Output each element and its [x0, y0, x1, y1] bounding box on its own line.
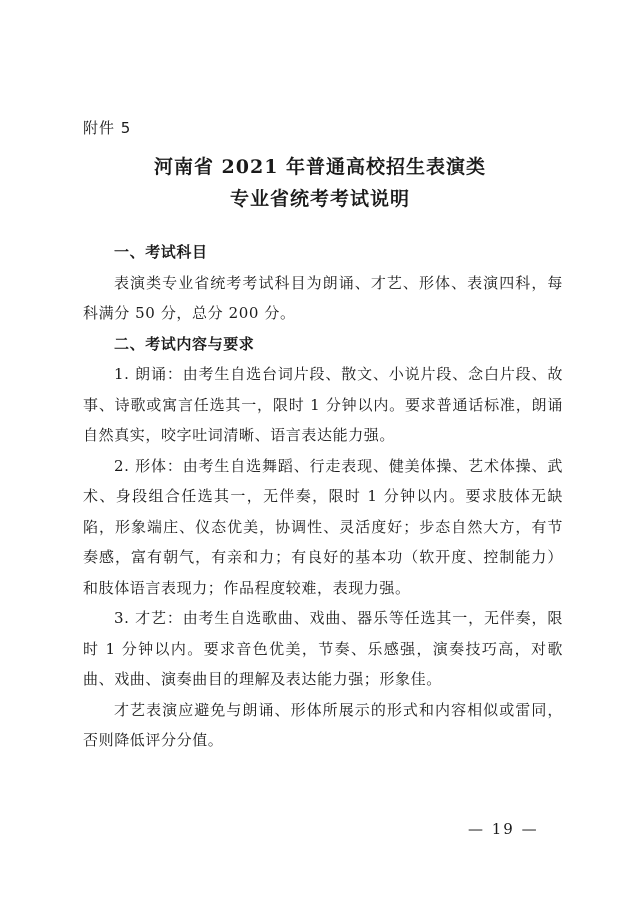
document-body [83, 237, 563, 756]
section-heading-subjects: 一、考试科目 [114, 243, 208, 261]
paragraph-talent: 3. 才艺：由考生自选歌曲、戏曲、器乐等任选其一，无伴奏，限时 1 分钟以内。要求音色优美，节奏、乐感强，演奏技巧高，对歌曲、戏曲、演奏曲目的理解及表达能力强；形象佳。 [83, 609, 563, 688]
page-number: — 19 — [468, 820, 539, 838]
paragraph-talent-note: 才艺表演应避免与朗诵、形体所展示的形式和内容相似或雷同，否则降低评分分值。 [83, 700, 563, 749]
paragraph-subjects: 表演类专业省统考考试科目为朗诵、才艺、形体、表演四科，每科满分 50 分，总分 200 分。 [83, 273, 563, 322]
paragraph-recitation: 1. 朗诵：由考生自选台词片段、散文、小说片段、念白片段、故事、诗歌或寓言任选其一，限时 1 分钟以内。要求普通话标准，朗诵自然真实，咬字吐词清晰、语言表达能力强。 [83, 365, 563, 444]
document-title-line-2: 专业省统考考试说明 [229, 188, 410, 210]
section-heading-content: 二、考试内容与要求 [114, 334, 255, 353]
paragraph-physique: 2. 形体：由考生自选舞蹈、行走表现、健美体操、艺术体操、武术、身段组合任选其一，无伴奏，限时 1 分钟以内。要求肢体无缺陷，形象端庄、仪态优美，协调性、灵活度好；步态自然大方，有节奏感，富有朝气，有亲和力；有良好的基本功（软开度、控制能力）和肢体语言表现力；作品程度较难，表现力强。 [83, 456, 563, 597]
document-title-line-1: 河南省 2021 年普通高校招生表演类 [153, 156, 487, 178]
attachment-label: 附件 5 [83, 119, 132, 137]
